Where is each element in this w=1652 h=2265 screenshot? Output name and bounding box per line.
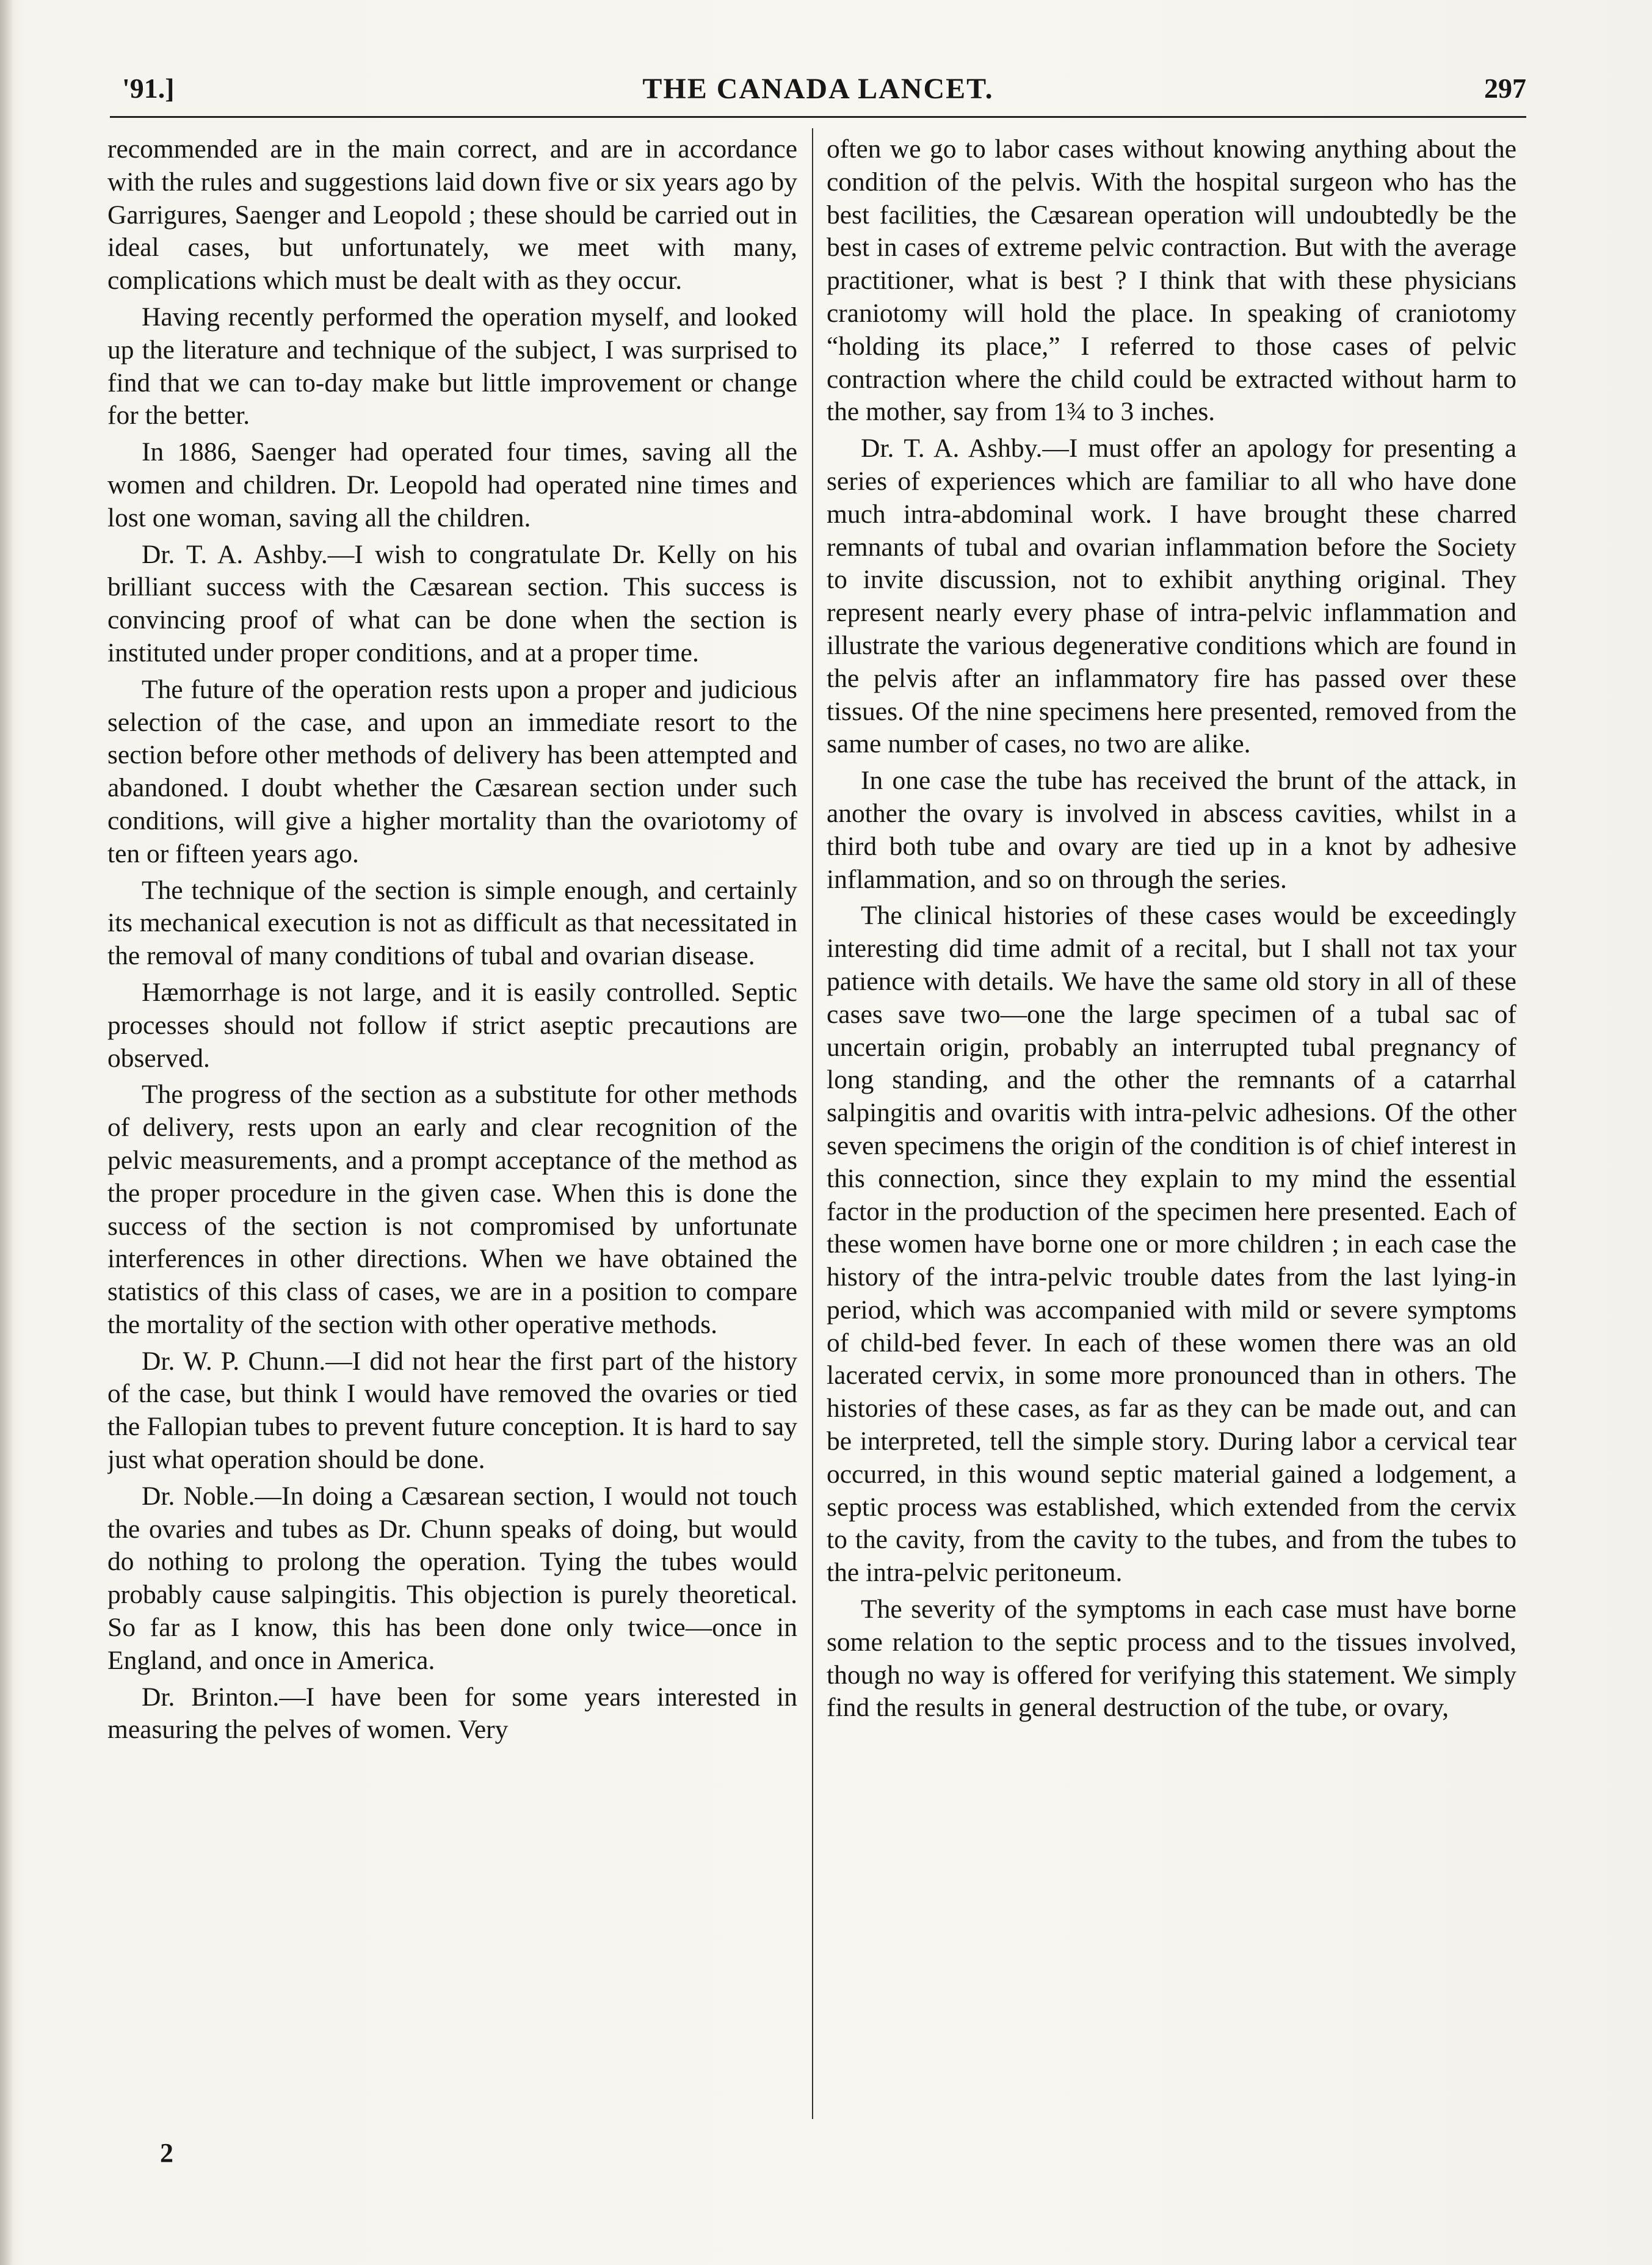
paragraph: In one case the tube has received the brunt of the attack, in another the ovary is involved in abscess cavities, whilst in a third both tube and ovary are tied up in a knot by adhesive inflammation, and so on through the series. bbox=[827, 766, 1516, 894]
paragraph: Dr. Noble.—In doing a Cæsarean section, I would not touch the ovaries and tubes as Dr. Chunn speaks of doing, but would do nothing to prolong the operation. Tying the tubes would probably cause salpingitis. This objection is purely theoretical. So far as I know, this has been done only twice—once in England, and once in America. bbox=[107, 1481, 797, 1675]
paragraph: The progress of the section as a substitute for other methods of delivery, rests upon an early and clear recognition of the pelvic measurements, and a prompt acceptance of the method as the proper procedure in the given case. When this is done the success of the section is not compromised by unfortunate interferences in other directions. When we have obtained the statistics of this class of cases, we are in a position to compare the mortality of the section with other operative methods. bbox=[107, 1080, 797, 1339]
column-divider bbox=[812, 128, 813, 2119]
paragraph: Dr. T. A. Ashby.—I wish to congratulate Dr. Kelly on his brilliant success with the Cæsarean section. This success is convincing proof of what can be done when the section is instituted under proper conditions, and at a proper time. bbox=[107, 539, 797, 667]
paragraph: The technique of the section is simple enough, and certainly its mechanical execution is not as difficult as that necessitated in the removal of many conditions of tubal and ovarian disease. bbox=[107, 875, 797, 971]
running-header bbox=[110, 72, 1526, 116]
paragraph: The clinical histories of these cases would be exceedingly interesting did time admit of a recital, but I shall not tax your patience with details. We have the same old story in all of these cases save two—one the large specimen of a tubal sac of uncertain origin, probably an interrupted tubal pregnancy of long standing, and the other the remnants of a catarrhal salpingitis and ovaritis with intra-pelvic adhesions. Of the other seven specimens the origin of the condition is of chief interest in this connection, since they explain to my mind the essential factor in the production of the specimen here presented. Each of these women have borne one or more children ; in each case the history of the intra-pelvic trouble dates from the last lying-in period, which was accompanied with mild or severe symptoms of child-bed fever. In each of these women there was an old lacerated cervix, in some more pronounced than in others. The histories of these cases, as far as they can be made out, and can be interpreted, tell the simple story. During labor a cervical tear occurred, in this wound septic material gained a lodgement, a septic process was established, which extended from the cervix to the cavity, from the cavity to the tubes, and from the tubes to the intra-pelvic peritoneum. bbox=[827, 901, 1516, 1588]
paragraph: The future of the operation rests upon a proper and judicious selection of the case, and upon an immediate resort to the section before other methods of delivery has been attempted and abandoned. I doubt whether the Cæsarean section under such conditions, will give a higher mortality than the ovariotomy of ten or fifteen years ago. bbox=[107, 674, 797, 868]
paragraph: often we go to labor cases without knowing anything about the condition of the pelvis. With the hospital surgeon who has the best facilities, the Cæsarean operation will undoubtedly be the best in cases of extreme pelvic contraction. But with the average practitioner, what is best ? I think that with these physicians craniotomy will hold the place. In speaking of craniotomy “holding its place,” I referred to those cases of pelvic contraction where the child could be extracted without harm to the mother, say from 1¾ to 3 inches. bbox=[827, 134, 1516, 427]
left-column bbox=[107, 133, 797, 2100]
right-column bbox=[827, 133, 1516, 2100]
journal-title: THE CANADA LANCET. bbox=[642, 73, 994, 105]
paragraph: The severity of the symptoms in each case must have borne some relation to the septic process and to the tissues involved, though no way is offered for verifying this statement. We simply find the results in general destruction of the tube, or ovary, bbox=[827, 1594, 1516, 1723]
header-rule bbox=[110, 116, 1526, 118]
header-year: '91.] bbox=[122, 73, 175, 104]
page-number: 297 bbox=[1484, 73, 1526, 104]
paragraph: Dr. Brinton.—I have been for some years interested in measuring the pelves of women. Very bbox=[107, 1682, 797, 1745]
paragraph: Dr. T. A. Ashby.—I must offer an apology for presenting a series of experiences which are familiar to all who have done much intra-abdominal work. I have brought these charred remnants of tubal and ovarian inflammation before the Society to invite discussion, not to exhibit anything original. They represent nearly every phase of intra-pelvic inflammation and illustrate the various degenerative conditions which are found in the pelvis after an inflammatory fire has passed over these tissues. Of the nine specimens here presented, removed from the same number of cases, no two are alike. bbox=[827, 434, 1516, 759]
paragraph: Having recently performed the operation myself, and looked up the literature and technique of the subject, I was surprised to find that we can to-day make but little improvement or change for the better. bbox=[107, 302, 797, 431]
paragraph: recommended are in the main correct, and are in accordance with the rules and suggestions laid down five or six years ago by Garrigures, Saenger and Leopold ; these should be carried out in ideal cases, but unfortunately, we meet with many, complications which must be dealt with as they occur. bbox=[107, 134, 797, 296]
page-edge-shadow bbox=[0, 0, 13, 2265]
paragraph: In 1886, Saenger had operated four times, saving all the women and children. Dr. Leopold had operated nine times and lost one woman, saving all the children. bbox=[107, 437, 797, 533]
paragraph: Hæmorrhage is not large, and it is easily controlled. Septic processes should not follow if strict aseptic precautions are observed. bbox=[107, 977, 797, 1073]
paragraph: Dr. W. P. Chunn.—I did not hear the first part of the history of the case, but think I would have removed the ovaries or tied the Fallopian tubes to prevent future conception. It is hard to say just what operation should be done. bbox=[107, 1346, 797, 1475]
signature-mark: 2 bbox=[160, 2138, 173, 2168]
